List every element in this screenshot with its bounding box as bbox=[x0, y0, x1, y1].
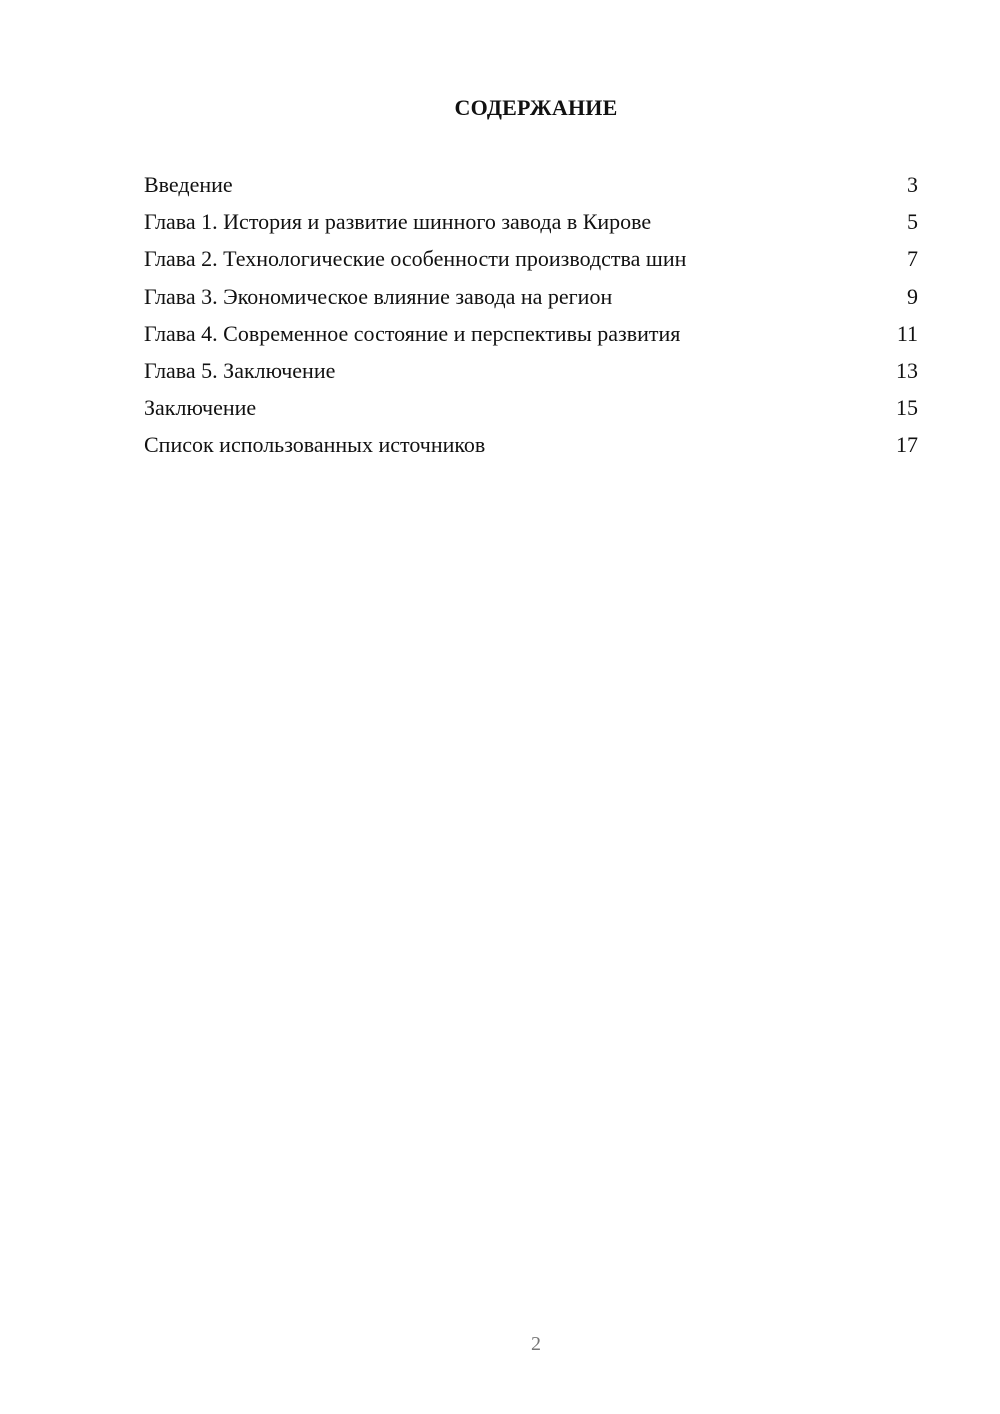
toc-entry bbox=[144, 393, 918, 430]
toc-entry-page-number: 11 bbox=[896, 320, 918, 346]
toc-entry bbox=[144, 356, 918, 393]
toc-entry-page-number: 17 bbox=[896, 432, 918, 458]
toc-entry-page-number: 7 bbox=[907, 246, 918, 272]
toc-entry-page-number: 5 bbox=[907, 209, 918, 235]
toc-entry-title: Глава 1. История и развитие шинного завода в Кирове bbox=[144, 209, 652, 235]
toc-entry-title: Список использованных источников bbox=[144, 432, 486, 458]
page-number: 2 bbox=[531, 1333, 541, 1355]
toc-entry-page-number: 13 bbox=[896, 357, 918, 383]
toc-entry-title: Глава 3. Экономическое влияние завода на регион bbox=[144, 283, 613, 309]
toc-entry bbox=[144, 244, 918, 281]
toc-entry bbox=[144, 430, 918, 467]
toc-entry-page-number: 15 bbox=[896, 395, 918, 421]
toc-entry-title: Глава 4. Современное состояние и перспективы развития bbox=[144, 320, 681, 346]
toc-entry bbox=[144, 170, 918, 207]
toc-entry-title: Глава 5. Заключение bbox=[144, 357, 336, 383]
toc-entry-title: Заключение bbox=[144, 395, 257, 421]
table-of-contents bbox=[144, 170, 918, 468]
page-title: СОДЕРЖАНИЕ bbox=[454, 95, 618, 120]
toc-entry bbox=[144, 282, 918, 319]
toc-entry-page-number: 3 bbox=[907, 172, 918, 197]
toc-entry-page-number: 9 bbox=[907, 283, 918, 309]
toc-entry bbox=[144, 207, 918, 244]
toc-entry bbox=[144, 319, 918, 356]
toc-entry-title: Глава 2. Технологические особенности производства шин bbox=[144, 246, 687, 272]
toc-entry-title: Введение bbox=[144, 172, 233, 197]
